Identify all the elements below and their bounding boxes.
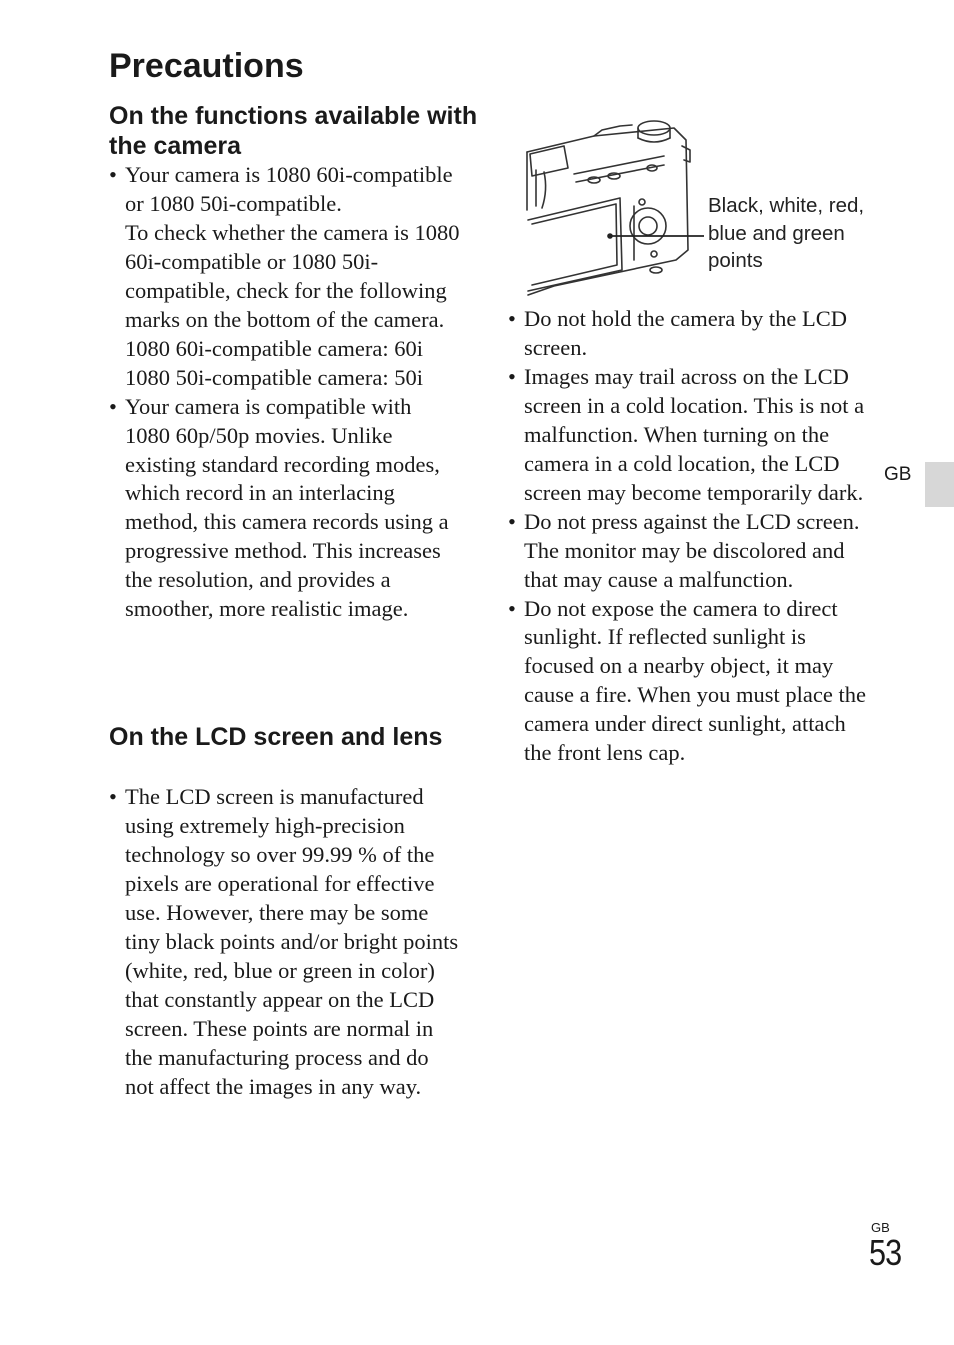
paragraph: • The LCD screen is manufactured using extremely high-precision technology so over 99.99 % of the pixels are operational for effective use. However, there may be some tiny black points and/or bright points (white, red, blue or green in color) that constantly appear on the LCD screen. These points are normal in the manufacturing process and do not affect the images in any way. [125,784,459,1099]
language-tab-label: GB [884,464,912,485]
paragraph: • Do not press against the LCD screen. The monitor may be discolored and that may cause a malfunction. [524,508,860,592]
figure-callout: Black, white, red, blue and green points [708,194,865,272]
paragraph: • Do not expose the camera to direct sunlight. If reflected sunlight is focused on a nearby object, it may cause a fire. When you must place the camera under direct sunlight, attach the front lens cap. [524,595,866,766]
lcd-bullet-list [109,783,461,1101]
list-item [109,393,461,625]
page-region-label: GB [871,1220,890,1235]
page-number: 53 [869,1232,902,1273]
camera-lcd-illustration [524,110,704,302]
section-heading-lcd: On the LCD screen and lens [109,723,443,751]
section-heading-functions: On the functions available with the camera [109,102,478,160]
list-item [508,508,868,595]
page-title: Precautions [109,47,304,85]
list-item [109,783,461,1101]
list-item [508,305,868,363]
camera-illustration-icon [524,110,704,302]
paragraph: • Images may trail across on the LCD screen in a cold location. This is not a malfunction. When turning on the camera in a cold location, the LCD screen may become temporarily dark. [524,363,865,505]
list-item [109,161,461,393]
paragraph: • Your camera is compatible with 1080 60p/50p movies. Unlike existing standard recording modes, which record in an interlacing method, this camera records using a progressive method. This increases the resolution, and provides a smoother, more realistic image. [125,393,449,622]
functions-bullet-list [109,161,461,624]
paragraph: 1080 50i-compatible camera: 50i [125,364,424,390]
paragraph: To check whether the camera is 1080 60i-compatible or 1080 50i-compatible, check for the following marks on the bottom of the camera. [125,219,460,332]
list-item [508,363,868,508]
paragraph: 1080 60i-compatible camera: 60i [125,335,424,361]
paragraph: • Your camera is 1080 60i-compatible or 1080 50i-compatible. [125,162,453,216]
paragraph: • Do not hold the camera by the LCD screen. [524,306,848,360]
list-item [508,595,868,769]
lcd-precautions-list [508,305,868,768]
language-tab-marker [925,462,954,507]
